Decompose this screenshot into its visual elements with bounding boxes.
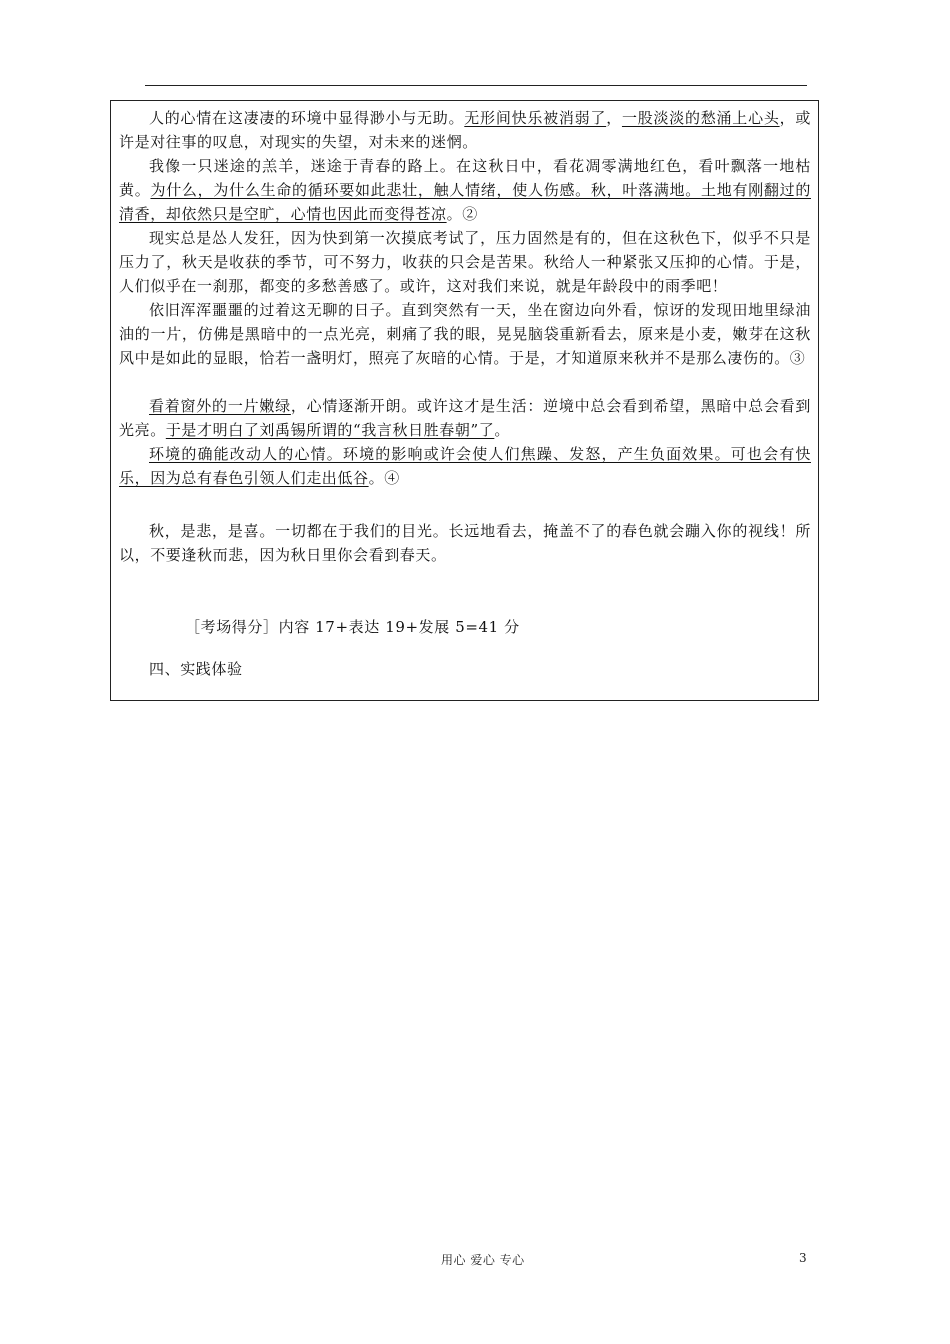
exam-score-line — [119, 615, 811, 639]
essay-paragraph-2 — [119, 154, 811, 226]
text-segment: 。 — [494, 421, 510, 439]
text-segment: 。② — [446, 205, 478, 223]
header-rule — [145, 85, 807, 86]
text-segment: 四、实践体验 — [149, 660, 243, 678]
underlined-phrase: 为什么，为什么生命的循环要如此悲壮，触人情绪，使人伤感。秋，叶落满地。土地有刚翻过的清香，却依然只是空旷，心情也因此而变得苍凉 — [119, 181, 811, 223]
underlined-phrase: 看着窗外的一片嫩绿 — [149, 397, 291, 415]
text-segment: 秋，是悲，是喜。一切都在于我们的目光。长远地看去，掩盖不了的春色就会蹦入你的视线！所以，不要逢秋而悲，因为秋日里你会看到春天。 — [119, 522, 811, 564]
text-segment: 依旧浑浑噩噩的过着这无聊的日子。直到突然有一天，坐在窗边向外看，惊讶的发现田地里绿油油的一片，仿佛是黑暗中的一点光亮，刺痛了我的眼，晃晃脑袋重新看去，原来是小麦，嫩芽在这秋风中是如此的显眼，恰若一盏明灯，照亮了灰暗的心情。于是，才知道原来秋并不是那么凄伤的。③ — [119, 301, 811, 367]
essay-paragraph-5 — [119, 394, 811, 442]
text-segment: ， — [606, 109, 622, 127]
underlined-phrase: 无形间快乐被消弱了 — [464, 109, 607, 127]
underlined-phrase: 于是才明白了刘禹锡所谓的“我言秋日胜春朝”了 — [165, 421, 495, 439]
essay-content-box — [110, 100, 819, 701]
text-segment: ［考场得分］内容 17+表达 19+发展 5=41 分 — [185, 618, 520, 636]
essay-conclusion-paragraph — [119, 519, 811, 567]
text-segment: 我像一只迷途的羔羊，迷途于青春的路上。在这秋日中，看花凋零满地红色，看叶飘落一地枯黄。 — [119, 157, 811, 199]
text-segment: ，心情逐渐开朗。或许这才是生活：逆境中总会看到希望，黑暗中总会看到光亮。 — [119, 397, 811, 439]
section-heading-practice — [119, 657, 811, 681]
essay-paragraph-4 — [119, 298, 811, 370]
essay-paragraph-1 — [119, 106, 811, 154]
page-number: 3 — [799, 1251, 807, 1265]
underlined-phrase: 环境的确能改动人的心情。环境的影响或许会使人们焦躁、发怒，产生负面效果。可也会有快乐，因为总有春色引领人们走出低谷 — [119, 445, 811, 487]
page-footer-motto: 用心 爱心 专心 — [441, 1253, 525, 1267]
text-segment: 现实总是怂人发狂，因为快到第一次摸底考试了，压力固然是有的，但在这秋色下，似乎不只是压力了，秋天是收获的季节，可不努力，收获的只会是苦果。秋给人一种紧张又压抑的心情。于是，人们似乎在一刹那，都变的多愁善感了。或许，这对我们来说，就是年龄段中的雨季吧！ — [119, 229, 811, 295]
essay-paragraph-6 — [119, 442, 811, 490]
underlined-phrase: 一股淡淡的愁涌上心头 — [621, 109, 780, 127]
text-segment: 人的心情在这凄凄的环境中显得渺小与无助。 — [149, 109, 465, 127]
text-segment: ，或许是对往事的叹息，对现实的失望，对未来的迷惘。 — [119, 109, 811, 151]
text-segment: 。④ — [368, 469, 400, 487]
essay-paragraph-3 — [119, 226, 811, 298]
